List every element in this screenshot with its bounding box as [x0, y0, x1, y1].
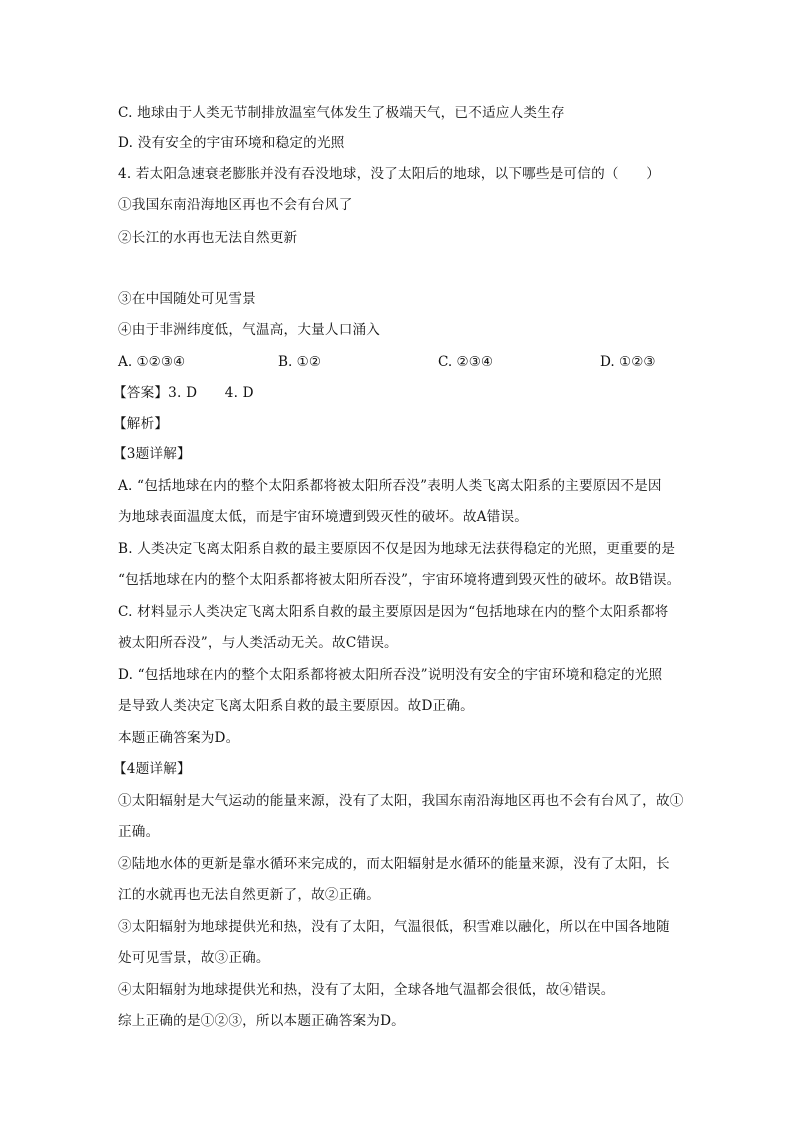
detail-3-line: A. “包括地球在内的整个太阳系都将被太阳所吞没”表明人类飞离太阳系的主要原因不是因: [118, 478, 662, 494]
detail-4-line: 处可见雪景，故③正确。: [118, 950, 270, 966]
q3-option-d: D. 没有安全的宇宙环境和稳定的光照: [118, 135, 345, 151]
detail-4-line: ①太阳辐射是大气运动的能量来源，没有了太阳，我国东南沿海地区再也不会有台风了，故①: [118, 793, 684, 809]
analysis-heading: 【解析】: [113, 416, 169, 432]
q4-option-d: D. ①②③: [600, 354, 656, 370]
answer-line: 【答案】3. D 4. D: [113, 385, 254, 401]
q3-option-c: C. 地球由于人类无节制排放温室气体发生了极端天气，已不适应人类生存: [118, 105, 565, 121]
detail-4-heading: 【4题详解】: [113, 761, 191, 777]
q4-statement-4: ④由于非洲纬度低，气温高，大量人口涌入: [118, 322, 381, 338]
q4-statement-1: ①我国东南沿海地区再也不会有台风了: [118, 197, 353, 213]
detail-4-line: 正确。: [118, 824, 160, 840]
detail-4-line: ②陆地水体的更新是靠水循环来完成的，而太阳辐射是水循环的能量来源，没有了太阳，长: [118, 856, 670, 872]
detail-3-line: C. 材料显示人类决定飞离太阳系自救的最主要原因是因为“包括地球在内的整个太阳系都将: [118, 604, 669, 620]
detail-3-conclusion: 本题正确答案为D。: [118, 730, 240, 746]
q4-option-c: C. ②③④: [438, 354, 494, 370]
q4-option-a: A. ①②③④: [118, 354, 186, 370]
detail-4-line: ③太阳辐射为地球提供光和热，没有了太阳，气温很低，积雪难以融化，所以在中国各地随: [118, 919, 670, 935]
q4-statement-3: ③在中国随处可见雪景: [118, 291, 256, 307]
q4-option-b: B. ①②: [278, 354, 322, 370]
detail-3-line: D. “包括地球在内的整个太阳系都将被太阳所吞没”说明没有安全的宇宙环境和稳定的光照: [118, 667, 663, 683]
detail-3-line: 是导致人类决定飞离太阳系自救的最主要原因。故D正确。: [118, 698, 474, 714]
detail-3-line: 为地球表面温度太低，而是宇宙环境遭到毁灭性的破坏。故A错误。: [118, 509, 529, 525]
detail-4-line: ④太阳辐射为地球提供光和热，没有了太阳，全球各地气温都会很低，故④错误。: [118, 982, 615, 998]
q4-statement-2: ②长江的水再也无法自然更新: [118, 230, 298, 246]
detail-3-heading: 【3题详解】: [113, 446, 191, 462]
detail-3-line: 被太阳所吞没”，与人类活动无关。故C错误。: [118, 635, 398, 651]
detail-4-line: 江的水就再也无法自然更新了，故②正确。: [118, 887, 381, 903]
detail-3-line: “包括地球在内的整个太阳系都将被太阳所吞没”，宇宙环境将遭到毁灭性的破坏。故B错误。: [118, 572, 681, 588]
detail-4-conclusion: 综上正确的是①②③，所以本题正确答案为D。: [118, 1013, 405, 1029]
detail-3-line: B. 人类决定飞离太阳系自救的最主要原因不仅是因为地球无法获得稳定的光照，更重要的是: [118, 541, 676, 557]
q4-stem: 4. 若太阳急速衰老膨胀并没有吞没地球，没了太阳后的地球，以下哪些是可信的（ ）: [118, 166, 661, 182]
